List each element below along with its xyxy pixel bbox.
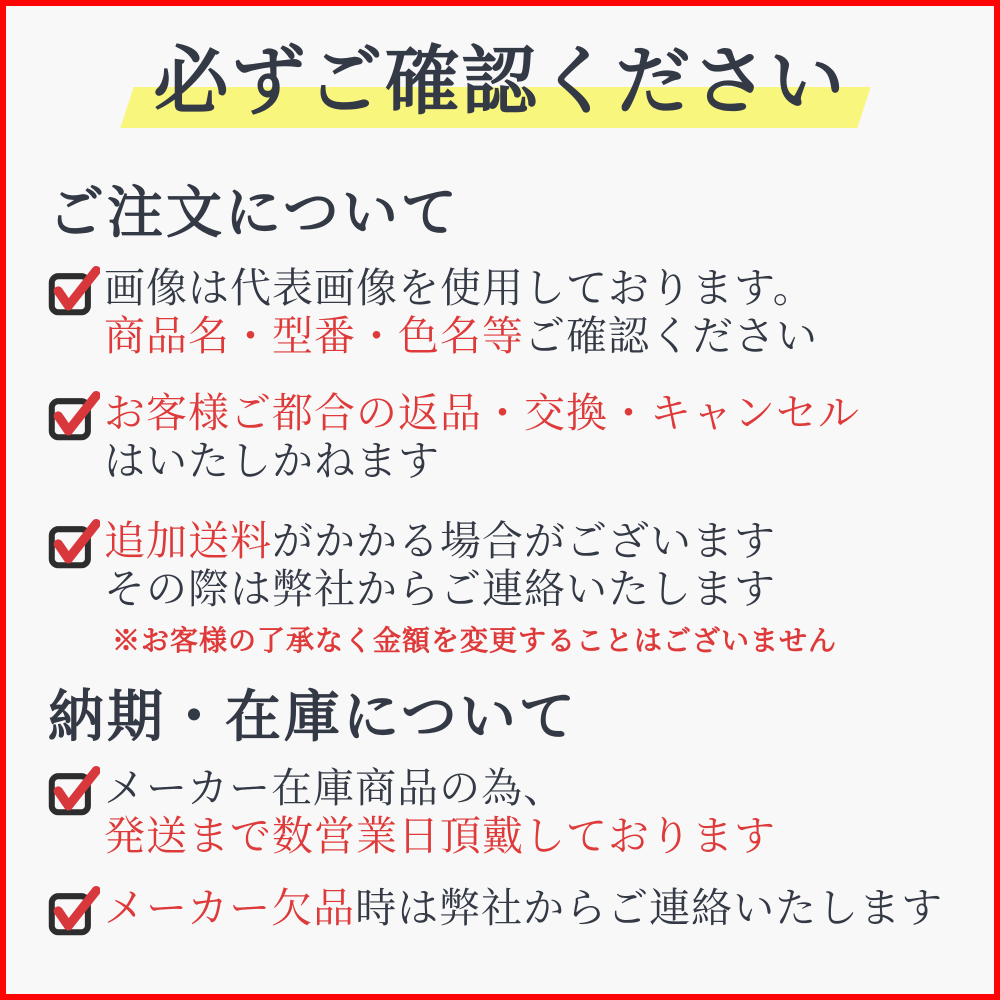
text-segment: その際は弊社からご連絡いたします [104, 564, 776, 613]
list-item-extra-shipping [48, 518, 954, 657]
item-text [104, 518, 837, 657]
item-line [104, 765, 776, 813]
page-title-text: 必ずご確認ください [153, 37, 847, 125]
checkbox-checked-icon [48, 266, 100, 316]
item-line [104, 813, 776, 861]
text-segment-emphasis: お客様ご都合の返品・交換・キャンセル [104, 388, 860, 437]
section-heading-stock: 納期・在庫について [48, 683, 578, 750]
section-heading-orders: ご注文について [48, 179, 460, 246]
price-change-note: ※お客様の了承なく金額を変更することはございません [112, 623, 838, 657]
checkbox-checked-icon [48, 391, 100, 441]
page-title [153, 37, 847, 125]
list-item-returns [48, 390, 954, 486]
item-text [104, 390, 860, 486]
item-line [104, 313, 818, 361]
text-segment: ご確認ください [524, 311, 818, 360]
item-text [104, 265, 818, 361]
text-segment: メーカー在庫商品の為、 [104, 764, 566, 813]
title-banner [6, 37, 994, 125]
item-line [104, 885, 943, 933]
checkbox-checked-icon [48, 766, 100, 816]
text-segment: がかかる場合がございます [272, 516, 776, 565]
checkbox-checked-icon [48, 886, 100, 936]
text-segment-emphasis: 追加送料 [104, 516, 272, 565]
item-line [104, 438, 860, 486]
list-item-representative-image [48, 265, 954, 361]
item-text [104, 885, 943, 933]
item-text [104, 765, 776, 861]
notice-content [6, 181, 994, 937]
item-line [104, 265, 818, 313]
list-item-maker-stock [48, 765, 954, 861]
list-item-maker-shortage [48, 885, 954, 936]
checkbox-checked-icon [48, 519, 100, 569]
item-line [104, 390, 860, 438]
text-segment-emphasis: 商品名・型番・色名等 [104, 311, 524, 360]
text-segment-emphasis: メーカー欠品 [104, 884, 356, 933]
item-line [104, 566, 837, 614]
text-segment: 時は弊社からご連絡いたします [355, 884, 944, 933]
item-line [104, 518, 837, 566]
text-segment: 画像は代表画像を使用しております。 [104, 263, 815, 312]
text-segment: はいたしかねます [104, 436, 440, 485]
text-segment-emphasis: 発送まで数営業日頂戴しております [104, 812, 776, 861]
